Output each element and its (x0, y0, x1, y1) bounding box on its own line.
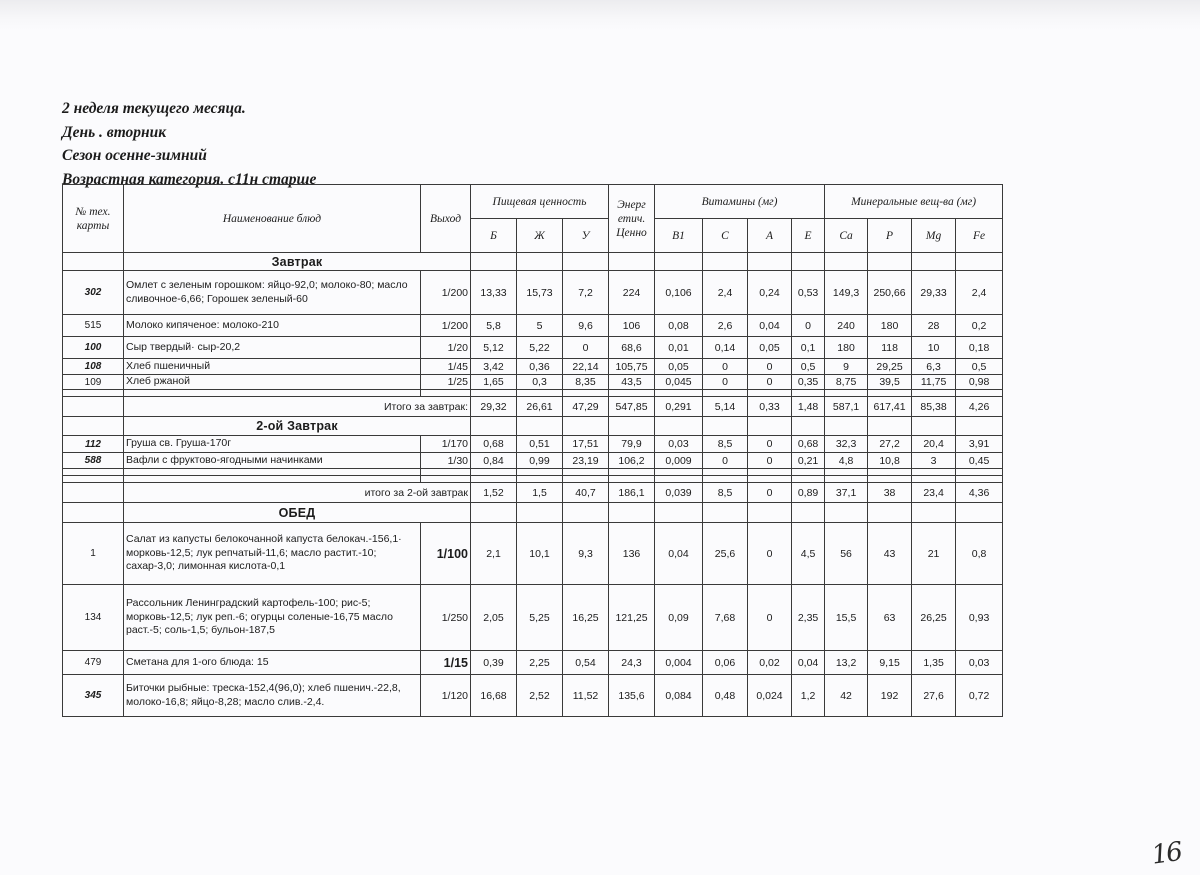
table-cell: 40,7 (563, 483, 609, 503)
col-p: P (868, 219, 912, 253)
table-cell: 2,6 (703, 315, 748, 337)
portion-output: 1/25 (421, 375, 471, 390)
table-cell: 0,53 (792, 271, 825, 315)
table-cell: 121,25 (609, 585, 655, 651)
col-fat: Ж (517, 219, 563, 253)
table-cell: 0,03 (956, 651, 1003, 675)
portion-output: 1/20 (421, 337, 471, 359)
spacer-row (63, 476, 1003, 483)
table-cell: 37,1 (825, 483, 868, 503)
section-title-breakfast: Завтрак (124, 253, 471, 271)
table-cell: 0,21 (792, 453, 825, 469)
table-cell: 587,1 (825, 397, 868, 417)
table-cell: 15,5 (825, 585, 868, 651)
table-row (63, 523, 1003, 585)
table-cell: 0,02 (748, 651, 792, 675)
table-cell: 0,004 (655, 651, 703, 675)
table-cell: 0 (748, 523, 792, 585)
table-cell: 0,54 (563, 651, 609, 675)
table-cell: 85,38 (912, 397, 956, 417)
table-cell: 5,8 (471, 315, 517, 337)
table-cell: 0 (748, 359, 792, 375)
table-cell: 21 (912, 523, 956, 585)
portion-output: 1/170 (421, 436, 471, 453)
table-cell: 42 (825, 675, 868, 717)
table-cell: 118 (868, 337, 912, 359)
table-cell: 6,3 (912, 359, 956, 375)
table-cell: 23,19 (563, 453, 609, 469)
heading-day: День . вторник (62, 123, 167, 141)
table-cell: 0 (563, 337, 609, 359)
table-cell: 0 (792, 315, 825, 337)
table-row (63, 271, 1003, 315)
table-cell: 20,4 (912, 436, 956, 453)
table-header-row (63, 185, 1003, 219)
table-cell: 32,3 (825, 436, 868, 453)
tech-card-number: 112 (63, 436, 124, 453)
document-heading (62, 97, 662, 191)
portion-output: 1/45 (421, 359, 471, 375)
table-cell: 0,06 (703, 651, 748, 675)
table-cell: 27,6 (912, 675, 956, 717)
table-cell: 180 (868, 315, 912, 337)
table-cell: 0,33 (748, 397, 792, 417)
table-cell: 4,8 (825, 453, 868, 469)
portion-output: 1/30 (421, 453, 471, 469)
table-cell: 105,75 (609, 359, 655, 375)
section-title-lunch: ОБЕД (124, 503, 471, 523)
col-energy: Энерг етич. Ценно (609, 185, 655, 253)
table-cell: 0,04 (792, 651, 825, 675)
tech-card-number: 134 (63, 585, 124, 651)
table-row (63, 436, 1003, 453)
table-cell: 10 (912, 337, 956, 359)
table-cell: 4,5 (792, 523, 825, 585)
table-cell: 0,84 (471, 453, 517, 469)
table-cell: 8,5 (703, 436, 748, 453)
table-cell: 0 (703, 375, 748, 390)
total-label-breakfast: Итого за завтрак: (124, 397, 471, 417)
table-cell: 1,52 (471, 483, 517, 503)
table-cell: 0,039 (655, 483, 703, 503)
table-cell: 2,25 (517, 651, 563, 675)
table-cell: 149,3 (825, 271, 868, 315)
table-cell: 9,15 (868, 651, 912, 675)
col-vit-a: A (748, 219, 792, 253)
table-cell: 0,36 (517, 359, 563, 375)
table-cell: 1,48 (792, 397, 825, 417)
table-cell: 106,2 (609, 453, 655, 469)
table-cell: 0,99 (517, 453, 563, 469)
table-cell: 13,33 (471, 271, 517, 315)
dish-name: Груша св. Груша-170г (124, 436, 421, 453)
col-dish-name: Наименование блюд (124, 185, 421, 253)
table-cell: 0,5 (792, 359, 825, 375)
table-cell: 5 (517, 315, 563, 337)
table-row (63, 337, 1003, 359)
table-cell: 39,5 (868, 375, 912, 390)
total-row-breakfast (63, 397, 1003, 417)
table-cell: 5,12 (471, 337, 517, 359)
table-cell: 26,61 (517, 397, 563, 417)
col-carb: У (563, 219, 609, 253)
table-cell: 38 (868, 483, 912, 503)
table-cell: 3,91 (956, 436, 1003, 453)
table-cell: 5,25 (517, 585, 563, 651)
dish-name: Хлеб ржаной (124, 375, 421, 390)
table-row (63, 375, 1003, 390)
col-vit-b1: B1 (655, 219, 703, 253)
table-cell: 0 (748, 453, 792, 469)
table-cell: 63 (868, 585, 912, 651)
table-cell: 1,2 (792, 675, 825, 717)
table-cell: 0 (748, 585, 792, 651)
table-cell: 10,8 (868, 453, 912, 469)
spacer-row (63, 390, 1003, 397)
table-cell: 0,89 (792, 483, 825, 503)
section-title-second-breakfast: 2-ой Завтрак (124, 417, 471, 436)
table-cell: 0,98 (956, 375, 1003, 390)
table-cell: 0,8 (956, 523, 1003, 585)
table-cell: 9,3 (563, 523, 609, 585)
table-cell: 11,52 (563, 675, 609, 717)
table-row (63, 453, 1003, 469)
table-cell: 43 (868, 523, 912, 585)
table-cell: 0,72 (956, 675, 1003, 717)
table-row (63, 585, 1003, 651)
dish-name: Вафли с фруктово-ягодными начинками (124, 453, 421, 469)
col-mg: Mg (912, 219, 956, 253)
table-cell: 224 (609, 271, 655, 315)
col-vitamins: Витамины (мг) (655, 185, 825, 219)
table-cell: 24,3 (609, 651, 655, 675)
table-cell: 3 (912, 453, 956, 469)
table-cell: 0,68 (471, 436, 517, 453)
spacer-row (63, 469, 1003, 476)
portion-output: 1/120 (421, 675, 471, 717)
table-cell: 547,85 (609, 397, 655, 417)
table-cell: 1,65 (471, 375, 517, 390)
table-cell: 0,48 (703, 675, 748, 717)
table-cell: 0,03 (655, 436, 703, 453)
table-cell: 13,2 (825, 651, 868, 675)
table-cell: 29,33 (912, 271, 956, 315)
table-cell: 2,35 (792, 585, 825, 651)
handwritten-page-number: 16 (1149, 836, 1183, 871)
table-cell: 180 (825, 337, 868, 359)
table-cell: 0,045 (655, 375, 703, 390)
tech-card-number: 1 (63, 523, 124, 585)
table-cell: 0,024 (748, 675, 792, 717)
table-cell: 0,18 (956, 337, 1003, 359)
table-cell: 1,5 (517, 483, 563, 503)
portion-output: 1/200 (421, 315, 471, 337)
dish-name: Молоко кипяченое: молоко-210 (124, 315, 421, 337)
table-cell: 0,2 (956, 315, 1003, 337)
portion-output: 1/15 (421, 651, 471, 675)
table-cell: 23,4 (912, 483, 956, 503)
col-protein: Б (471, 219, 517, 253)
table-cell: 0,39 (471, 651, 517, 675)
col-minerals: Минеральные вещ-ва (мг) (825, 185, 1003, 219)
table-cell: 0,5 (956, 359, 1003, 375)
table-cell: 4,26 (956, 397, 1003, 417)
table-cell: 9 (825, 359, 868, 375)
table-cell: 0,01 (655, 337, 703, 359)
table-row (63, 315, 1003, 337)
table-cell: 0 (748, 375, 792, 390)
table-cell: 0,24 (748, 271, 792, 315)
table-cell: 1,35 (912, 651, 956, 675)
table-cell: 0,1 (792, 337, 825, 359)
table-cell: 0,3 (517, 375, 563, 390)
table-cell: 0,04 (748, 315, 792, 337)
heading-age-category: Возрастная категория. с11н старше (62, 170, 317, 188)
tech-card-number: 345 (63, 675, 124, 717)
table-cell: 2,4 (703, 271, 748, 315)
dish-name: Салат из капусты белокочанной капуста белокач.-156,1· морковь-12,5; лук репчатый-11,6; масло растит.-10; сахар-3,0; лимонная кислота-0,1 (124, 523, 421, 585)
table-cell: 0 (748, 483, 792, 503)
table-cell: 0,14 (703, 337, 748, 359)
menu-nutrition-table (62, 184, 1003, 717)
dish-name: Биточки рыбные: треска-152,4(96,0); хлеб пшенич.-22,8, молоко-16,8; яйцо-8,28; масло слив.-2,4. (124, 675, 421, 717)
table-cell: 3,42 (471, 359, 517, 375)
dish-name: Омлет с зеленым горошком: яйцо-92,0; молоко-80; масло сливочное-6,66; Горошек зеленый-60 (124, 271, 421, 315)
table-cell: 26,25 (912, 585, 956, 651)
table-cell: 0,51 (517, 436, 563, 453)
table-row (63, 359, 1003, 375)
section-row (63, 503, 1003, 523)
table-cell: 16,68 (471, 675, 517, 717)
table-cell: 29,25 (868, 359, 912, 375)
scan-edge (0, 0, 1200, 30)
portion-output: 1/100 (421, 523, 471, 585)
table-cell: 135,6 (609, 675, 655, 717)
table-cell: 8,5 (703, 483, 748, 503)
table-cell: 8,75 (825, 375, 868, 390)
table-cell: 617,41 (868, 397, 912, 417)
col-card-no: № тех. карты (63, 185, 124, 253)
table-cell: 240 (825, 315, 868, 337)
table-cell: 0 (748, 436, 792, 453)
dish-name: Хлеб пшеничный (124, 359, 421, 375)
table-cell: 2,52 (517, 675, 563, 717)
tech-card-number: 588 (63, 453, 124, 469)
table-cell: 9,6 (563, 315, 609, 337)
heading-season: Сезон осенне-зимний (62, 147, 207, 164)
table-cell: 192 (868, 675, 912, 717)
col-fe: Fe (956, 219, 1003, 253)
table-row (63, 651, 1003, 675)
table-cell: 43,5 (609, 375, 655, 390)
table-cell: 2,05 (471, 585, 517, 651)
table-cell: 16,25 (563, 585, 609, 651)
table-cell: 0,68 (792, 436, 825, 453)
table-cell: 27,2 (868, 436, 912, 453)
tech-card-number: 100 (63, 337, 124, 359)
heading-week: 2 неделя текущего месяца. (62, 100, 246, 117)
tech-card-number: 302 (63, 271, 124, 315)
table-cell: 28 (912, 315, 956, 337)
table-cell: 4,36 (956, 483, 1003, 503)
table-cell: 0,106 (655, 271, 703, 315)
table-cell: 11,75 (912, 375, 956, 390)
table-cell: 68,6 (609, 337, 655, 359)
dish-name: Сметана для 1-ого блюда: 15 (124, 651, 421, 675)
table-cell: 25,6 (703, 523, 748, 585)
dish-name: Рассольник Ленинградский картофель-100; рис-5; морковь-12,5; лук реп.-6; огурцы соленые-16,75 масло раст.-5; соль-1,5; бульон-187,5 (124, 585, 421, 651)
dish-name: Сыр твердый· сыр-20,2 (124, 337, 421, 359)
table-cell: 8,35 (563, 375, 609, 390)
tech-card-number: 479 (63, 651, 124, 675)
table-cell: 7,2 (563, 271, 609, 315)
col-vit-e: E (792, 219, 825, 253)
portion-output: 1/200 (421, 271, 471, 315)
tech-card-number: 515 (63, 315, 124, 337)
table-cell: 0,009 (655, 453, 703, 469)
total-row-second-breakfast (63, 483, 1003, 503)
table-cell: 2,4 (956, 271, 1003, 315)
table-cell: 56 (825, 523, 868, 585)
table-cell: 22,14 (563, 359, 609, 375)
table-cell: 7,68 (703, 585, 748, 651)
table-cell: 15,73 (517, 271, 563, 315)
tech-card-number: 108 (63, 359, 124, 375)
table-cell: 136 (609, 523, 655, 585)
table-cell: 5,22 (517, 337, 563, 359)
table-cell: 0,93 (956, 585, 1003, 651)
table-cell: 0,45 (956, 453, 1003, 469)
col-ca: Ca (825, 219, 868, 253)
portion-output: 1/250 (421, 585, 471, 651)
table-cell: 10,1 (517, 523, 563, 585)
table-cell: 250,66 (868, 271, 912, 315)
section-row (63, 253, 1003, 271)
table-cell: 79,9 (609, 436, 655, 453)
table-cell: 0,291 (655, 397, 703, 417)
table-cell: 0 (703, 453, 748, 469)
section-row (63, 417, 1003, 436)
table-cell: 0,05 (655, 359, 703, 375)
table-cell: 0,35 (792, 375, 825, 390)
table-cell: 2,1 (471, 523, 517, 585)
table-row (63, 675, 1003, 717)
table-cell: 47,29 (563, 397, 609, 417)
table-cell: 186,1 (609, 483, 655, 503)
table-cell: 0,05 (748, 337, 792, 359)
col-food-value: Пищевая ценность (471, 185, 609, 219)
table-cell: 0 (703, 359, 748, 375)
col-vit-c: C (703, 219, 748, 253)
table-cell: 29,32 (471, 397, 517, 417)
table-cell: 0,04 (655, 523, 703, 585)
tech-card-number: 109 (63, 375, 124, 390)
table-cell: 0,084 (655, 675, 703, 717)
col-output: Выход (421, 185, 471, 253)
table-cell: 17,51 (563, 436, 609, 453)
total-label-second-breakfast: итого за 2-ой завтрак (124, 483, 471, 503)
table-cell: 0,09 (655, 585, 703, 651)
table-cell: 106 (609, 315, 655, 337)
table-cell: 0,08 (655, 315, 703, 337)
table-cell: 5,14 (703, 397, 748, 417)
